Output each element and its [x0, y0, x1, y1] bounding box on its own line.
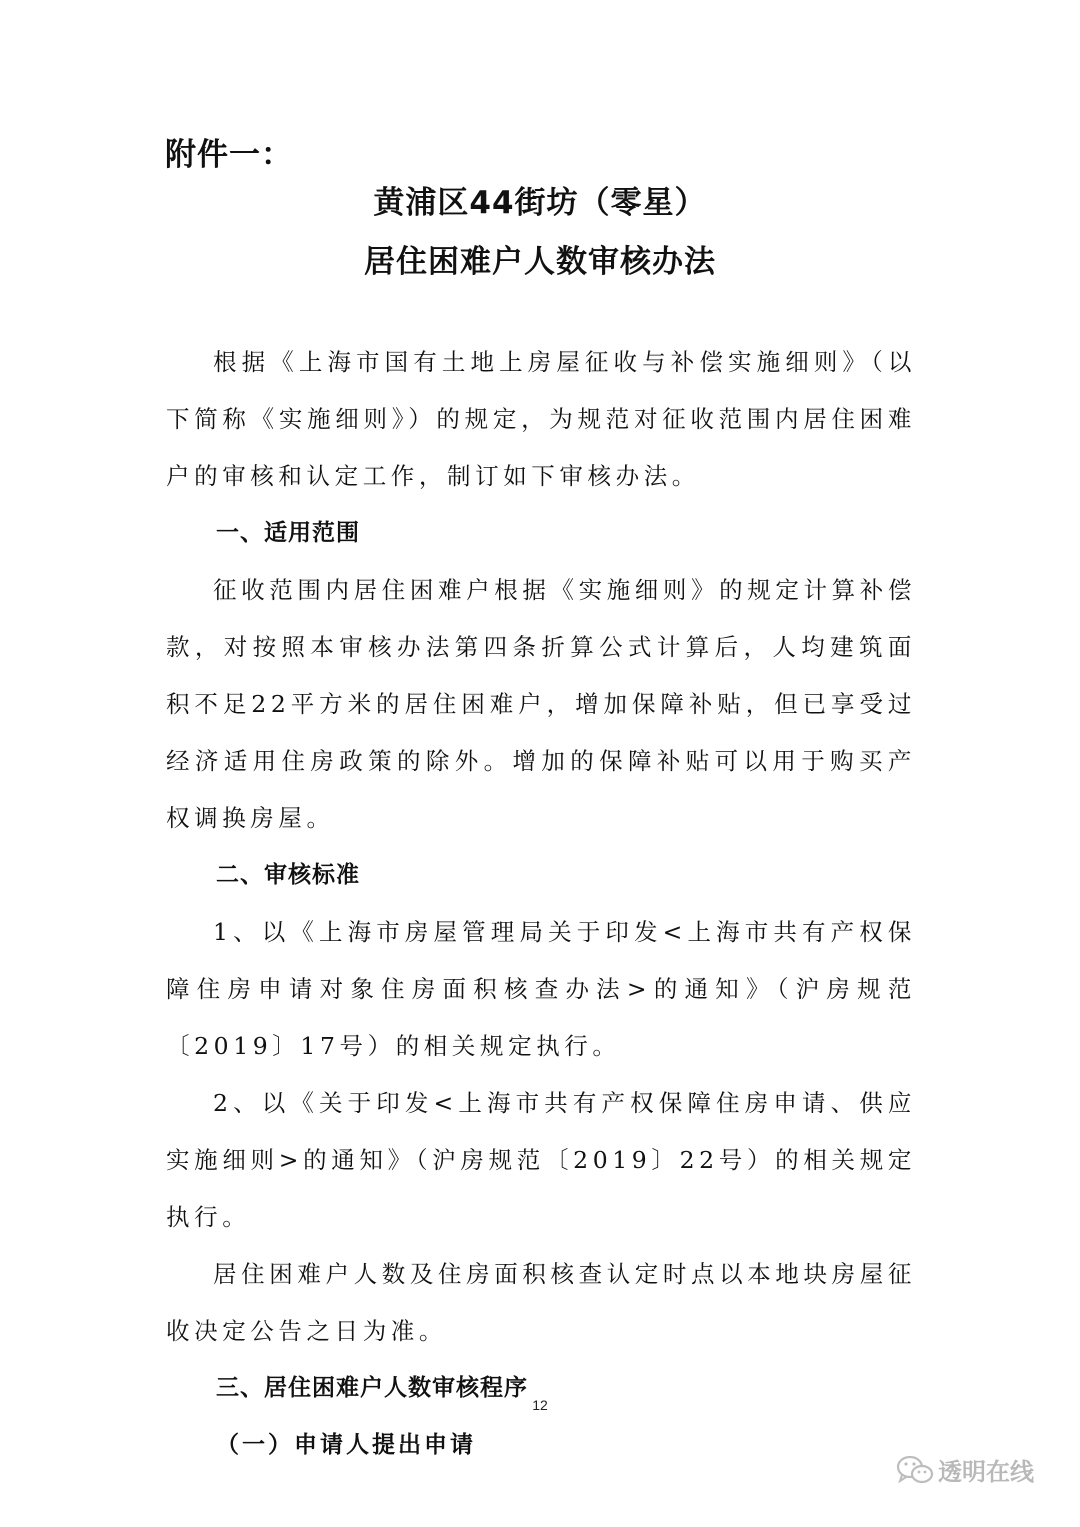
scope-paragraph: 征收范围内居住困难户根据《实施细则》的规定计算补偿款，对按照本审核办法第四条折算公式计算后，人均建筑面积不足22平方米的居住困难户，增加保障补贴，但已享受过经济适用住房政策的除外。增加的保障补贴可以用于购买产权调换房屋。: [166, 576, 916, 832]
watermark-text: 透明在线: [938, 1458, 1034, 1486]
standard-note: 居住困难户人数及住房面积核查认定时点以本地块房屋征收决定公告之日为准。: [166, 1260, 916, 1345]
document-title-line2: 居住困难户人数审核办法: [364, 244, 716, 280]
standard-item-2: 2、以《关于印发<上海市共有产权保障住房申请、供应实施细则>的通知》（沪房规范〔2019〕22号）的相关规定执行。: [166, 1089, 916, 1231]
page-number: 12: [532, 1397, 548, 1413]
subsection-heading-application: （一）申请人提出申请: [216, 1432, 476, 1458]
document-title-line1: 黄浦区44街坊（零星）: [373, 185, 707, 221]
section-heading-scope: 一、适用范围: [216, 520, 360, 546]
intro-paragraph: 根据《上海市国有土地上房屋征收与补偿实施细则》（以下简称《实施细则》）的规定，为规范对征收范围内居住困难户的审核和认定工作，制订如下审核办法。: [166, 348, 916, 490]
wechat-icon: [896, 1454, 934, 1486]
section-heading-procedure: 三、居住困难户人数审核程序: [216, 1375, 528, 1401]
document-body: [166, 334, 916, 1474]
standard-item-1: 1、以《上海市房屋管理局关于印发<上海市共有产权保障住房申请对象住房面积核查办法>的通知》（沪房规范〔2019〕17号）的相关规定执行。: [166, 918, 916, 1060]
watermark: [896, 1452, 1034, 1487]
section-heading-standard: 二、审核标准: [216, 862, 360, 888]
attachment-label: 附件一：: [165, 137, 293, 173]
